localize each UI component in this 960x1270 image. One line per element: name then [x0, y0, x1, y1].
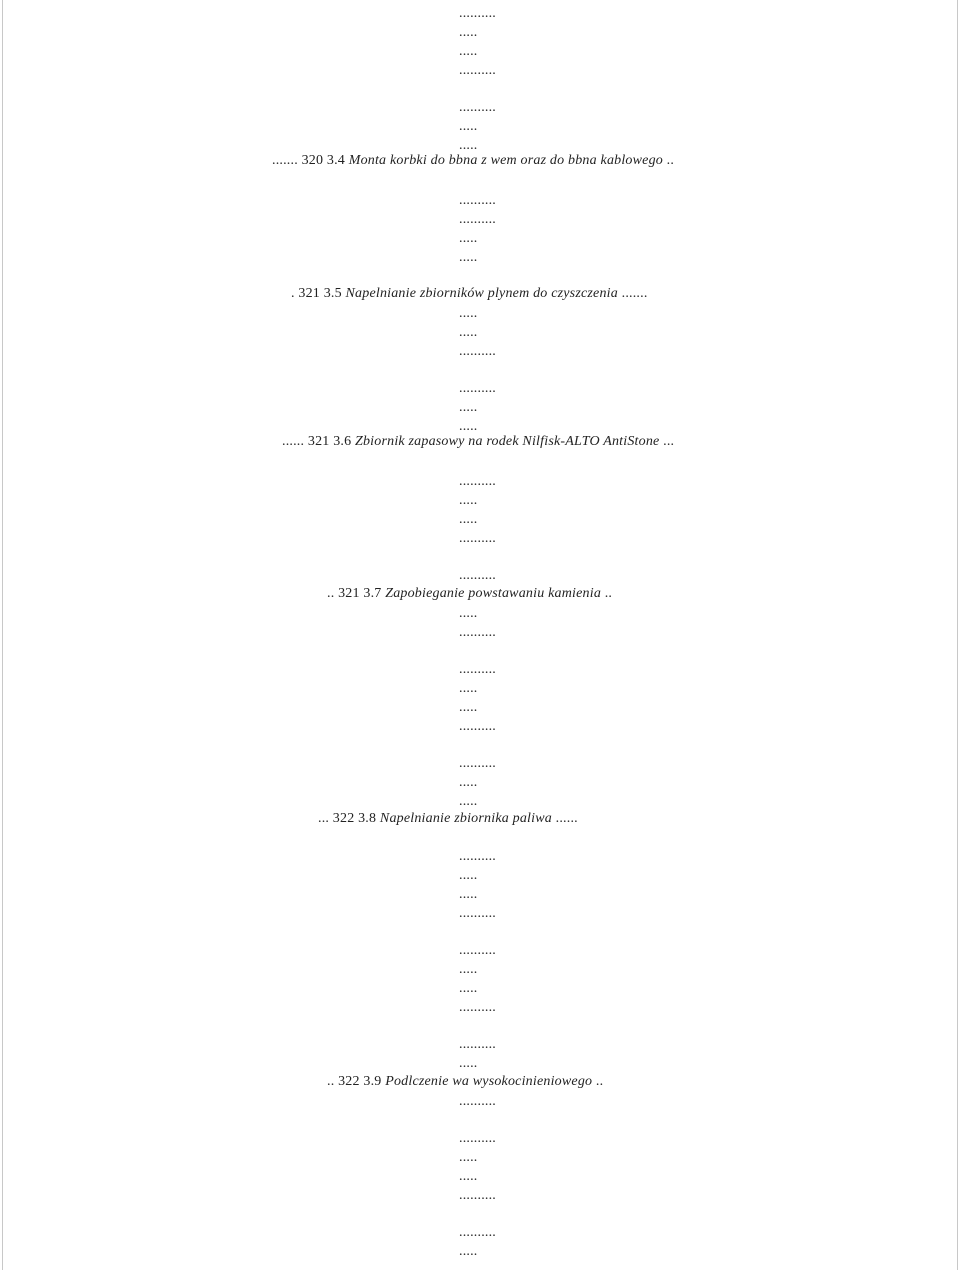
- leader-dots: ..........: [459, 1094, 496, 1109]
- leader-dots: .....: [459, 493, 478, 508]
- leader-dots: ..........: [459, 1188, 496, 1203]
- leader-dots: ..........: [459, 212, 496, 227]
- toc-entry-title: Napelnianie zbiornika paliwa: [379, 811, 552, 826]
- leader-dots: .....: [459, 119, 478, 134]
- toc-entry-title: Napelnianie zbiorników plynem do czyszczenia: [345, 286, 618, 301]
- leader-dots: .....: [459, 325, 478, 340]
- leader-dots: ..........: [459, 1000, 496, 1015]
- leader-dots: ..........: [459, 531, 496, 546]
- leader-dots: .....: [459, 400, 478, 415]
- toc-entry-title: Podlczenie wa wysokocinieniowego: [385, 1074, 593, 1089]
- leader-dots: ..........: [459, 625, 496, 640]
- leader-dots: .....: [459, 681, 478, 696]
- leader-dots: ..........: [459, 719, 496, 734]
- leader-dots: .....: [459, 700, 478, 715]
- leader-dots: ..........: [459, 662, 496, 677]
- toc-entry-lead: .. 322 3.9: [327, 1074, 386, 1089]
- leader-dots: .....: [459, 962, 478, 977]
- leader-dots: ..........: [459, 943, 496, 958]
- leader-dots: .....: [459, 25, 478, 40]
- leader-dots: .....: [459, 250, 478, 265]
- leader-dots: .....: [459, 1169, 478, 1184]
- toc-entry-3-7[interactable]: [327, 586, 612, 602]
- leader-dots: .....: [459, 1150, 478, 1165]
- toc-entry-title: Monta korbki do bbna z wem oraz do bbna kablowego: [348, 153, 663, 168]
- toc-entry-tail: ..: [592, 1074, 604, 1089]
- toc-entry-3-8[interactable]: [318, 811, 578, 827]
- leader-dots: .....: [459, 44, 478, 59]
- toc-entry-3-5[interactable]: [291, 286, 648, 302]
- toc-entry-tail: ..: [601, 586, 613, 601]
- leader-dots: ..........: [459, 849, 496, 864]
- toc-entry-lead: .. 321 3.7: [327, 586, 386, 601]
- toc-entry-3-4[interactable]: [272, 153, 674, 169]
- page-border-right: [957, 0, 958, 1270]
- toc-entry-title: Zbiornik zapasowy na rodek Nilfisk-ALTO AntiStone: [355, 434, 660, 449]
- toc-entry-3-9[interactable]: [327, 1074, 603, 1090]
- leader-dots: .....: [459, 981, 478, 996]
- leader-dots: .....: [459, 1244, 478, 1259]
- leader-dots: .....: [459, 419, 478, 434]
- leader-dots: ..........: [459, 344, 496, 359]
- leader-dots: ..........: [459, 568, 496, 583]
- leader-dots: .....: [459, 868, 478, 883]
- leader-dots: .....: [459, 231, 478, 246]
- leader-dots: ..........: [459, 63, 496, 78]
- leader-dots: .....: [459, 1056, 478, 1071]
- leader-dots: .....: [459, 775, 478, 790]
- toc-entry-lead: . 321 3.5: [291, 286, 346, 301]
- leader-dots: ..........: [459, 474, 496, 489]
- toc-entry-tail: ...: [659, 434, 675, 449]
- page-border-left: [2, 0, 3, 1270]
- leader-dots: ..........: [459, 1037, 496, 1052]
- leader-dots: ..........: [459, 100, 496, 115]
- toc-entry-3-6[interactable]: [282, 434, 674, 450]
- leader-dots: ..........: [459, 193, 496, 208]
- toc-entry-tail: .......: [617, 286, 648, 301]
- leader-dots: .....: [459, 887, 478, 902]
- toc-entry-lead: ....... 320 3.4: [272, 153, 349, 168]
- leader-dots: .....: [459, 606, 478, 621]
- toc-entry-title: Zapobieganie powstawaniu kamienia: [385, 586, 602, 601]
- leader-dots: .....: [459, 512, 478, 527]
- leader-dots: ..........: [459, 1131, 496, 1146]
- leader-dots: .....: [459, 306, 478, 321]
- leader-dots: ..........: [459, 906, 496, 921]
- leader-dots: ..........: [459, 756, 496, 771]
- leader-dots: ..........: [459, 1225, 496, 1240]
- toc-entry-lead: ...... 321 3.6: [282, 434, 355, 449]
- toc-entry-tail: ......: [551, 811, 578, 826]
- leader-dots: .....: [459, 794, 478, 809]
- leader-dots: .....: [459, 138, 478, 153]
- toc-entry-lead: ... 322 3.8: [318, 811, 380, 826]
- leader-dots: ..........: [459, 6, 496, 21]
- toc-entry-tail: ..: [662, 153, 675, 168]
- leader-dots: ..........: [459, 381, 496, 396]
